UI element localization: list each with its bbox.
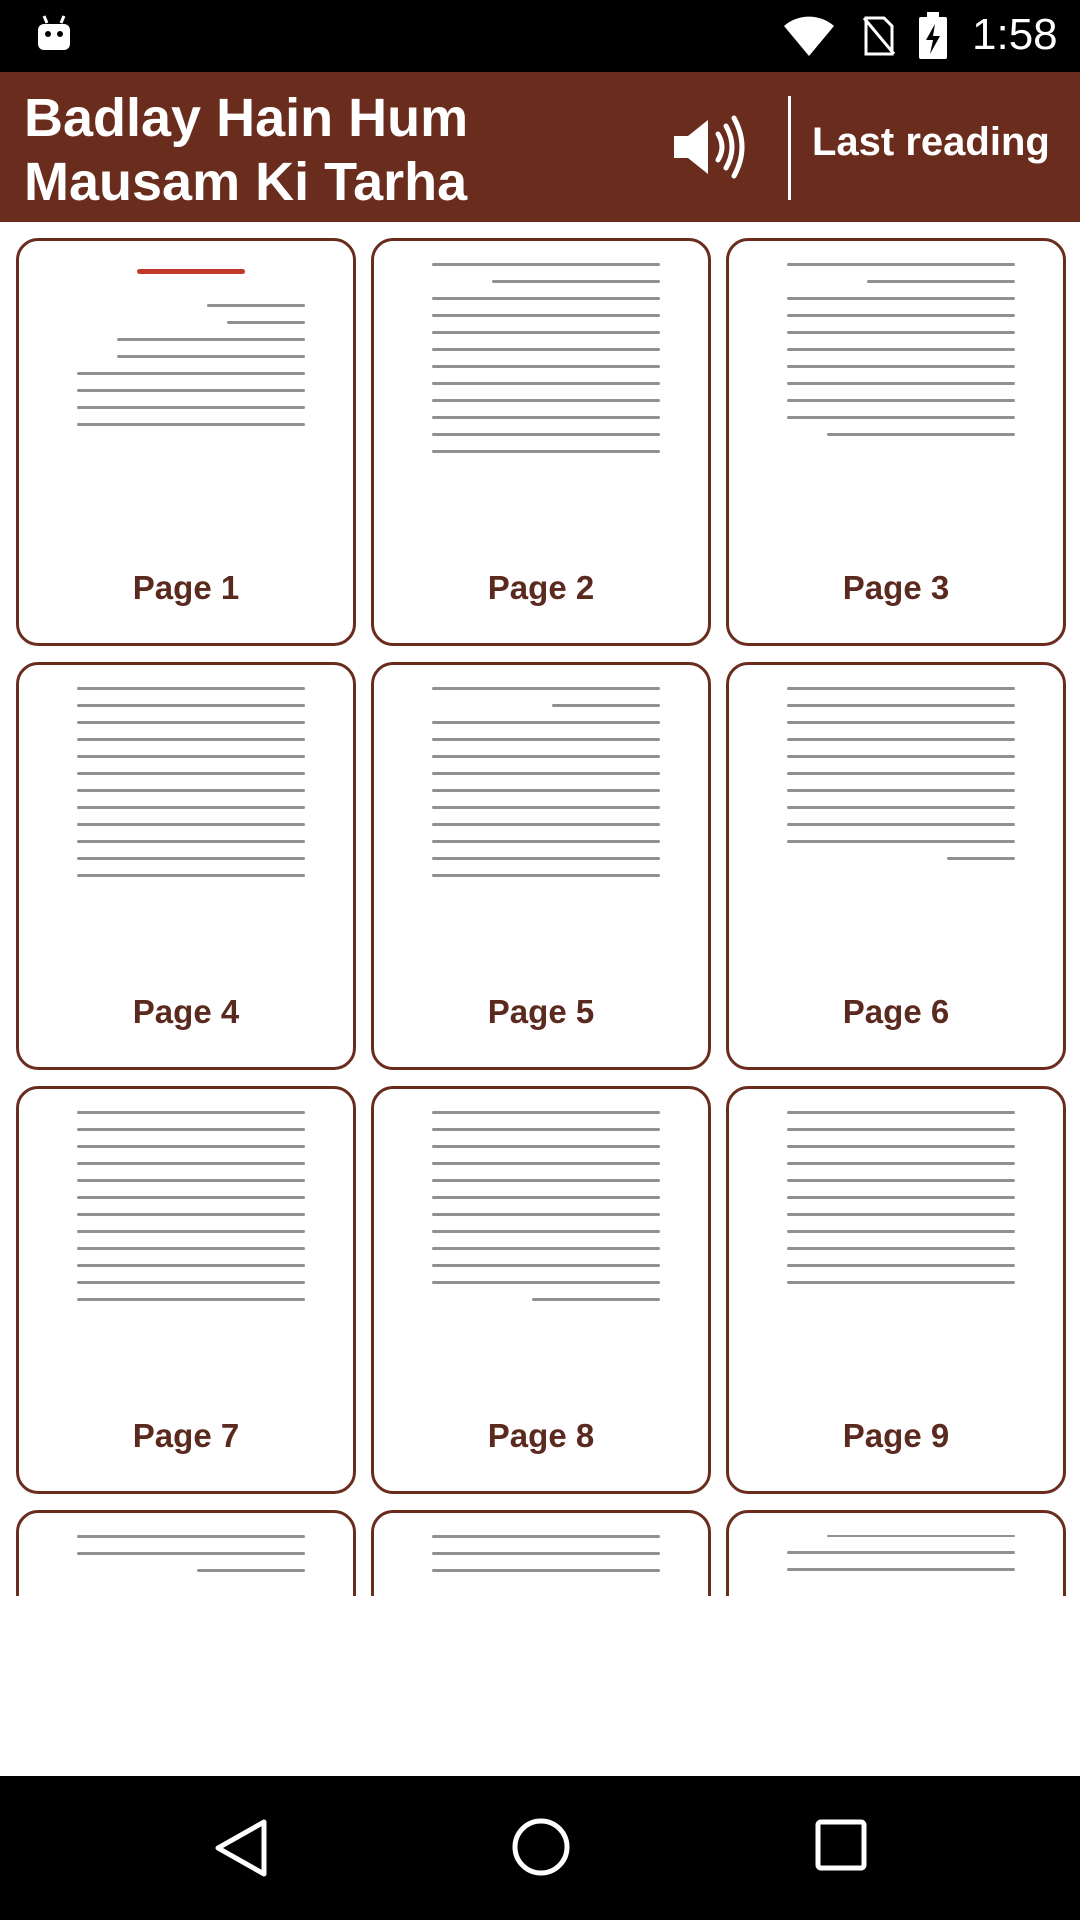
clock: 1:58 xyxy=(972,10,1058,59)
page-label: Page 7 xyxy=(132,1417,240,1454)
page-card[interactable] xyxy=(16,238,356,646)
page-label: Page 5 xyxy=(487,993,595,1030)
page-card[interactable] xyxy=(726,1086,1066,1494)
navigation-bar xyxy=(0,1776,1080,1920)
page-thumbnail xyxy=(432,263,660,553)
page-card[interactable] xyxy=(726,238,1066,646)
volume-icon[interactable] xyxy=(670,112,750,182)
page-thumbnail xyxy=(432,687,660,977)
page-thumbnail xyxy=(432,1535,660,1596)
page-label: Page 1 xyxy=(132,569,240,606)
wifi-icon xyxy=(782,16,836,58)
app-bar xyxy=(0,72,1080,222)
page-thumbnail xyxy=(787,1111,1015,1401)
page-label: Page 4 xyxy=(132,993,240,1030)
page-thumbnail xyxy=(787,263,1015,553)
page-grid[interactable] xyxy=(0,222,1080,1596)
page-card[interactable] xyxy=(16,1086,356,1494)
page-thumbnail xyxy=(787,1535,1015,1596)
page-card[interactable] xyxy=(371,662,711,1070)
home-icon[interactable] xyxy=(510,1816,572,1878)
page-card[interactable] xyxy=(726,662,1066,1070)
app-bar-divider xyxy=(788,96,791,200)
page-thumbnail xyxy=(77,263,305,553)
page-label: Page 8 xyxy=(487,1417,595,1454)
recent-apps-icon[interactable] xyxy=(814,1818,868,1872)
battery-charging-icon xyxy=(918,12,948,60)
last-reading-button[interactable]: Last reading xyxy=(812,120,1050,164)
page-card[interactable] xyxy=(16,662,356,1070)
page-thumbnail xyxy=(432,1111,660,1401)
page-thumbnail xyxy=(77,1535,305,1596)
page-card[interactable] xyxy=(371,1086,711,1494)
page-card[interactable] xyxy=(16,1510,356,1596)
page-label: Page 3 xyxy=(842,569,950,606)
app-title: Badlay Hain Hum Mausam Ki Tarha xyxy=(24,88,469,212)
page-card[interactable] xyxy=(726,1510,1066,1596)
page-label: Page 9 xyxy=(842,1417,950,1454)
page-thumbnail xyxy=(77,687,305,977)
no-sim-icon xyxy=(862,14,896,58)
back-icon[interactable] xyxy=(210,1816,274,1880)
android-icon xyxy=(36,14,72,52)
page-thumbnail xyxy=(77,1111,305,1401)
page-card[interactable] xyxy=(371,238,711,646)
page-label: Page 2 xyxy=(487,569,595,606)
status-bar xyxy=(0,0,1080,72)
page-thumbnail xyxy=(787,687,1015,977)
page-card[interactable] xyxy=(371,1510,711,1596)
page-label: Page 6 xyxy=(842,993,950,1030)
